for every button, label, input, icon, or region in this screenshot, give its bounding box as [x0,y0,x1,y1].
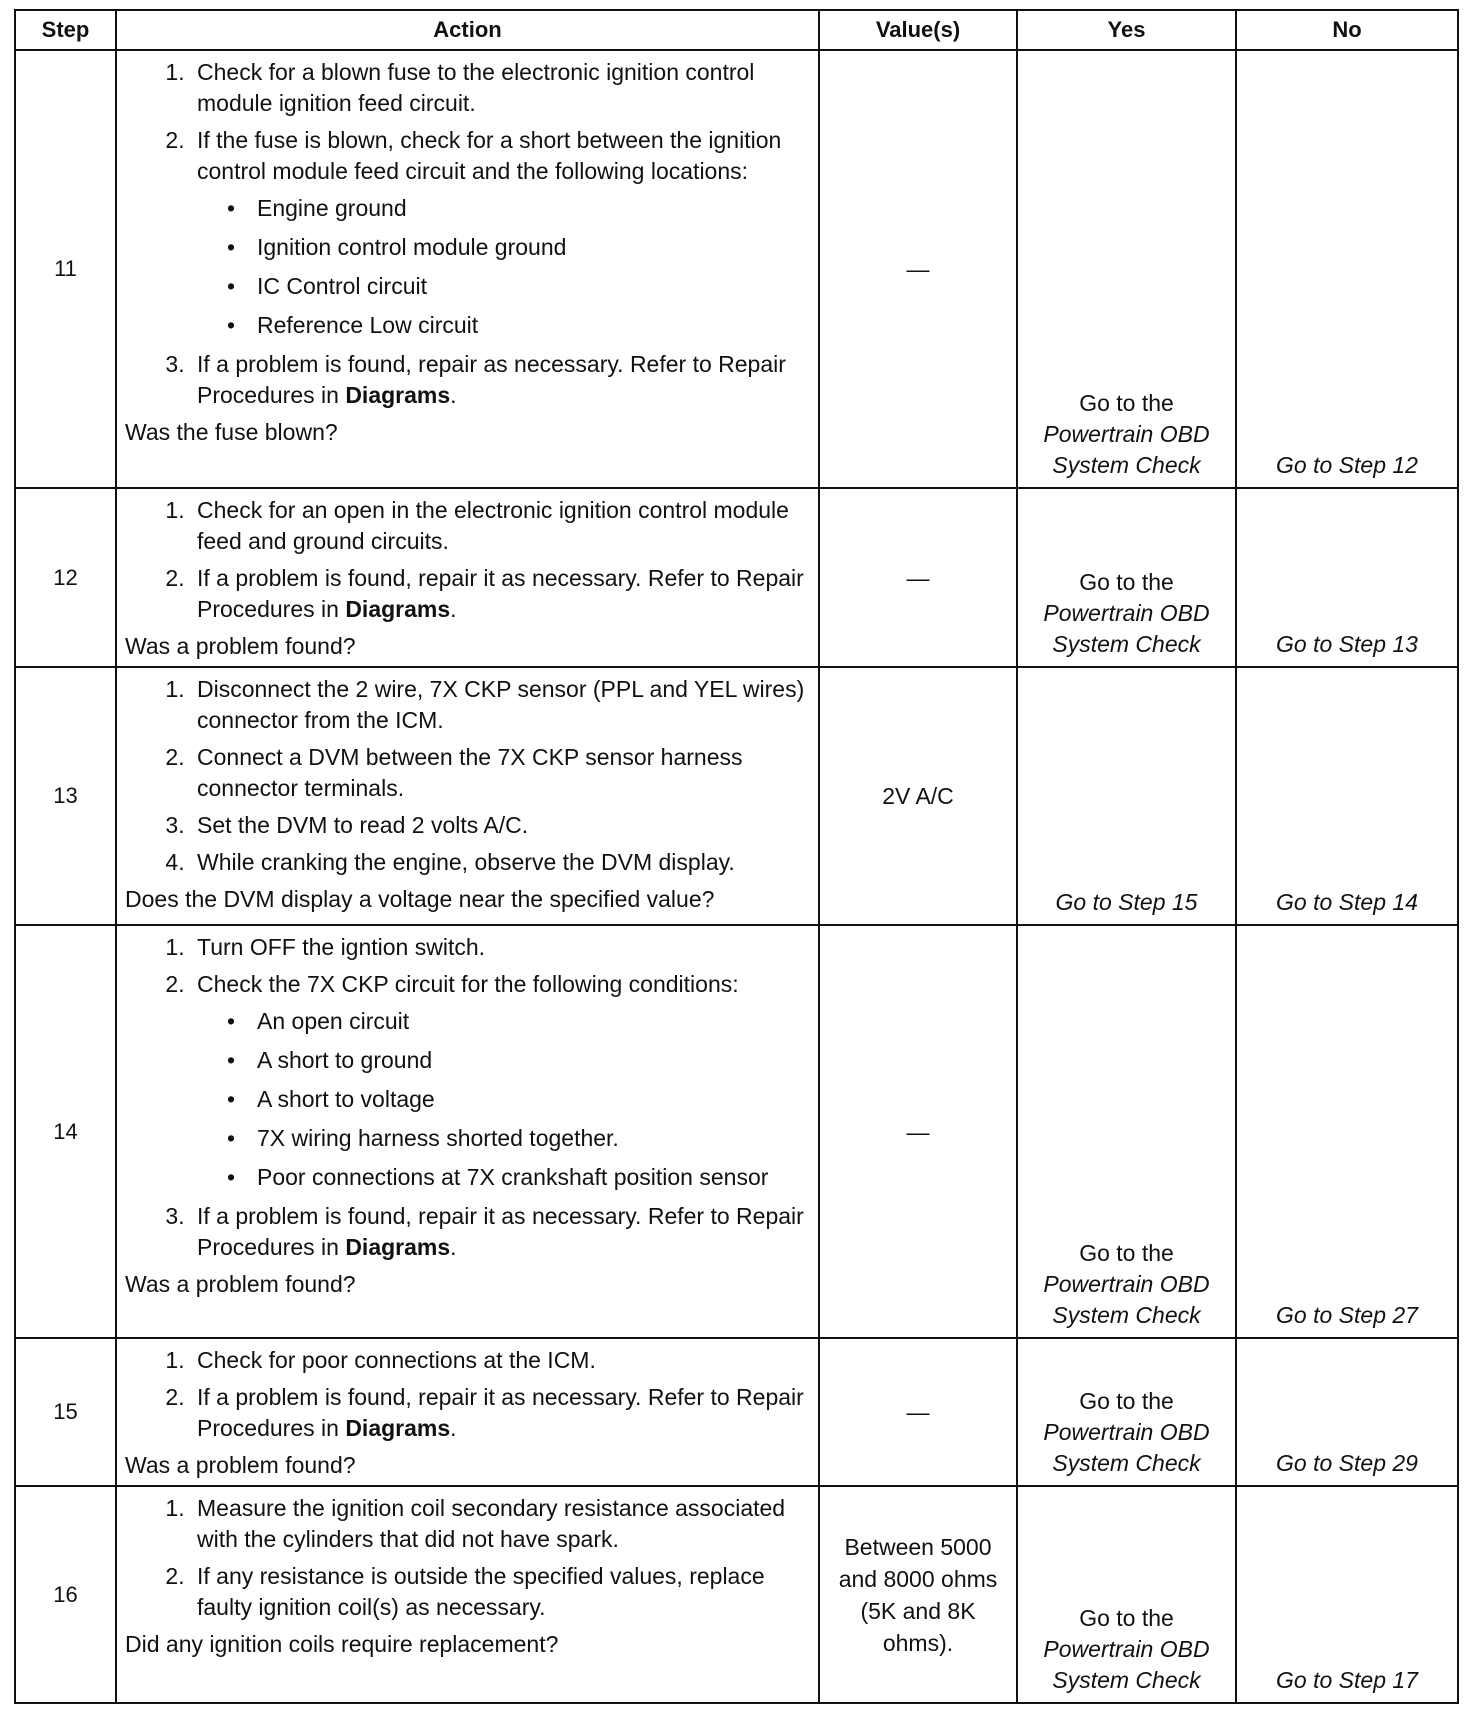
action-text: Set the DVM to read 2 volts A/C. [197,812,529,838]
action-text: While cranking the engine, observe the DVM display. [197,849,735,875]
yes-line: Powertrain OBD [1043,600,1210,626]
action-text-tail: . [450,1234,457,1260]
value-cell: Between 5000 and 8000 ohms (5K and 8K ohms). [819,1486,1017,1703]
yes-cell[interactable] [1017,925,1236,1338]
action-text: Check for poor connections at the ICM. [197,1347,596,1373]
yes-line: System Check [1052,631,1201,657]
yes-cell[interactable] [1017,50,1236,488]
action-text: If a problem is found, repair it as necessary. Refer to Repair Procedures in [197,1384,804,1441]
action-step [191,349,812,411]
action-steps [123,57,812,411]
action-cell [116,50,819,488]
yes-line: Go to the [1079,1388,1174,1414]
yes-cell[interactable] [1017,1486,1236,1703]
action-steps [123,1493,812,1623]
yes-line: Go to the [1079,569,1174,595]
yes-line: Go to the [1079,1240,1174,1266]
col-header-step: Step [15,10,116,50]
action-text: If a problem is found, repair as necessary. Refer to Repair Procedures in [197,351,786,408]
step-number: 15 [15,1338,116,1486]
yes-cell[interactable] [1017,1338,1236,1486]
action-text: Disconnect the 2 wire, 7X CKP sensor (PPL and YEL wires) connector from the ICM. [197,676,805,733]
action-text: Check for a blown fuse to the electronic ignition control module ignition feed circuit. [197,59,755,116]
table-row [15,1338,1458,1486]
condition-item: • Poor connections at 7X crankshaft position sensor [227,1162,812,1193]
col-header-action: Action [116,10,819,50]
no-cell[interactable]: Go to Step 14 [1236,667,1458,925]
reference-bold: Diagrams [345,382,451,408]
action-text: If any resistance is outside the specified values, replace faulty ignition coil(s) as necessary. [197,1563,765,1620]
action-step [191,563,812,625]
action-step [191,57,812,119]
yes-line: System Check [1052,1302,1201,1328]
action-step [191,969,812,1193]
action-step [191,1345,812,1376]
no-cell[interactable]: Go to Step 29 [1236,1338,1458,1486]
reference-bold: Diagrams [345,1234,451,1260]
yes-line: Powertrain OBD [1043,421,1210,447]
condition-item: • Engine ground [227,193,812,224]
condition-item: • Ignition control module ground [227,232,812,263]
action-text-tail: . [450,382,457,408]
yes-line: System Check [1052,1450,1201,1476]
condition-item: • A short to ground [227,1045,812,1076]
action-text: Connect a DVM between the 7X CKP sensor harness connector terminals. [197,744,743,801]
step-number: 12 [15,488,116,667]
action-text-tail: . [450,596,457,622]
action-step [191,1561,812,1623]
table-row [15,488,1458,667]
header-row [15,10,1458,50]
table-row [15,1486,1458,1703]
no-cell[interactable]: Go to Step 13 [1236,488,1458,667]
yes-cell[interactable] [1017,488,1236,667]
condition-item: • Reference Low circuit [227,310,812,341]
condition-item: • 7X wiring harness shorted together. [227,1123,812,1154]
action-step [191,810,812,841]
action-step [191,1201,812,1263]
value-cell: — [819,1338,1017,1486]
col-header-yes: Yes [1017,10,1236,50]
value-cell: — [819,925,1017,1338]
step-number: 14 [15,925,116,1338]
value-cell: — [819,488,1017,667]
action-text: If a problem is found, repair it as necessary. Refer to Repair Procedures in [197,1203,804,1260]
action-steps [123,1345,812,1444]
action-text: Measure the ignition coil secondary resistance associated with the cylinders that did not have spark. [197,1495,786,1552]
action-step [191,125,812,341]
action-cell [116,667,819,925]
action-question: Was a problem found? [125,633,356,659]
action-text: Check the 7X CKP circuit for the following conditions: [197,971,739,997]
yes-line: Go to Step 15 [1055,889,1198,915]
action-question: Was the fuse blown? [125,419,338,445]
action-step [191,932,812,963]
action-step [191,847,812,878]
step-number: 13 [15,667,116,925]
action-cell [116,488,819,667]
step-number: 11 [15,50,116,488]
no-cell[interactable]: Go to Step 17 [1236,1486,1458,1703]
yes-line: Powertrain OBD [1043,1419,1210,1445]
action-text-tail: . [450,1415,457,1441]
action-text: If the fuse is blown, check for a short between the ignition control module feed circuit and the following locations: [197,127,782,184]
yes-line: Go to the [1079,1605,1174,1631]
condition-list [197,1006,812,1193]
yes-cell[interactable] [1017,667,1236,925]
action-step [191,674,812,736]
yes-line: System Check [1052,1667,1201,1693]
value-cell: — [819,50,1017,488]
reference-bold: Diagrams [345,1415,451,1441]
action-steps [123,674,812,878]
condition-list [197,193,812,341]
action-question: Does the DVM display a voltage near the specified value? [125,886,715,912]
step-number: 16 [15,1486,116,1703]
no-cell[interactable]: Go to Step 27 [1236,925,1458,1338]
condition-item: • A short to voltage [227,1084,812,1115]
reference-bold: Diagrams [345,596,451,622]
yes-line: Powertrain OBD [1043,1271,1210,1297]
action-cell [116,1338,819,1486]
action-cell [116,1486,819,1703]
action-steps [123,932,812,1263]
col-header-no: No [1236,10,1458,50]
diagnostic-table [14,9,1459,1704]
action-text: Check for an open in the electronic ignition control module feed and ground circuits. [197,497,789,554]
action-text: If a problem is found, repair it as necessary. Refer to Repair Procedures in [197,565,804,622]
table-row [15,50,1458,488]
table-row [15,667,1458,925]
action-step [191,742,812,804]
action-step [191,1493,812,1555]
action-question: Was a problem found? [125,1452,356,1478]
value-cell: 2V A/C [819,667,1017,925]
yes-line: System Check [1052,452,1201,478]
action-cell [116,925,819,1338]
action-step [191,1382,812,1444]
action-text: Turn OFF the igntion switch. [197,934,486,960]
condition-item: • An open circuit [227,1006,812,1037]
action-steps [123,495,812,625]
yes-line: Powertrain OBD [1043,1636,1210,1662]
no-cell[interactable]: Go to Step 12 [1236,50,1458,488]
col-header-values: Value(s) [819,10,1017,50]
action-question: Did any ignition coils require replacement? [125,1631,559,1657]
action-question: Was a problem found? [125,1271,356,1297]
action-step [191,495,812,557]
table-row [15,925,1458,1338]
yes-line: Go to the [1079,390,1174,416]
condition-item: • IC Control circuit [227,271,812,302]
